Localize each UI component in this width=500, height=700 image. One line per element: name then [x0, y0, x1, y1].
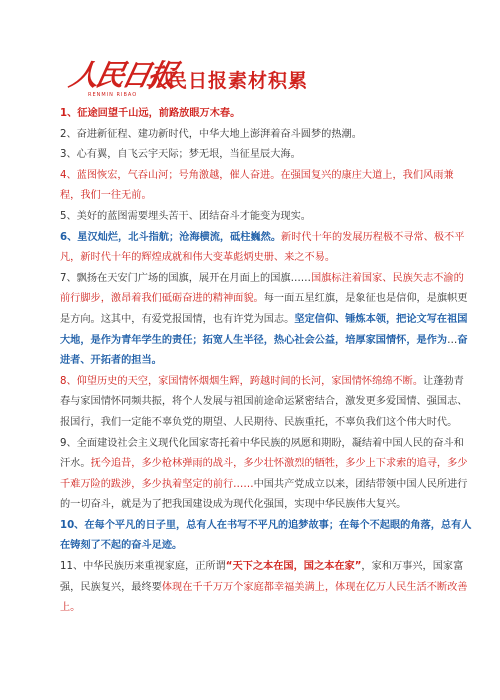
header — [66, 58, 430, 102]
item-7-blue-2: 奋进者、开拓者的担当。 — [60, 334, 468, 367]
item-7-lead: 7、飘扬在天安门广场的国旗，展开在月面上的国旗…… — [60, 272, 311, 284]
list-item-7 — [60, 269, 472, 372]
item-7-ellipsis: … — [447, 334, 458, 346]
item-7-blue-1: 坚定信仰、锤炼本领，把论文写在祖国大地，是作为青年学生的责任；拓宽人生半径，热心社会公益，培厚家国情怀，是作为 — [60, 313, 468, 346]
item-6-text: 新时代十年的发展历程极不寻常、极不平凡，新时代十年的辉煌成就和伟大变革彪炳史册、来之不易。 — [60, 231, 465, 264]
item-11-quote: “天下之本在国，国之本在家” — [225, 561, 362, 573]
item-9-text: 中国共产党成立以来，团结带领中国人民所进行的一切奋斗，就是为了把我国建设成为现代化强国，实现中华民族伟大复兴。 — [60, 478, 468, 511]
item-7-red: 国旗标注着国家、民族矢志不渝的前行脚步，激昂着我们砥砺奋进的精神面貌。 — [60, 272, 464, 305]
item-8-red: 8、仰望历史的天空，家国情怀烟烟生辉，跨越时间的长河，家国情怀绵绵不断。 — [60, 375, 424, 387]
list-item-2 — [60, 125, 472, 146]
item-8-text: 让蓬勃青春与家国情怀同频共振，将个人发展与祖国前途命运紧密结合，激发更多爱国情、强国志、报国行，我们一定能不辜负党的期望、人民期待、民族重托，不辜负我们这个伟大时代。 — [60, 375, 468, 428]
item-11-red: 体现在千千万万个家庭都幸福美满上，体现在亿万人民生活不断改善上。 — [60, 581, 468, 614]
item-5-text: 5、美好的蓝图需要埋头苦干、团结奋斗才能变为现实。 — [60, 210, 311, 222]
list-item-8 — [60, 372, 472, 434]
list-item-3 — [60, 145, 472, 166]
item-3-text: 3、心有翼，自飞云宇天际；梦无垠，当征星辰大海。 — [60, 149, 301, 161]
list-item-4 — [60, 166, 472, 207]
item-6-highlight: 6、星汉灿烂，北斗指航；沧海横流，砥柱巍然。 — [60, 231, 282, 243]
list-item-1 — [60, 104, 472, 125]
peoples-daily-logo: 人民日报 — [66, 58, 178, 92]
item-7-text: 每一面五星红旗，是象征也是信仰，是旗帜更是方向。这其中，有爱党报国情，也有许党为国志。 — [60, 293, 468, 325]
material-list — [60, 104, 472, 619]
item-2-text: 2、奋进新征程、建功新时代，中华大地上澎湃着奋斗圆梦的热潮。 — [60, 128, 362, 140]
list-item-5 — [60, 207, 472, 228]
list-item-11 — [60, 557, 472, 619]
item-9-red: 抚今追昔，多少枪林弹雨的战斗，多少壮怀激烈的牺牲，多少上下求索的追寻，多少千难万险的跋涉，多少执着坚定的前行…… — [60, 458, 468, 490]
item-11-text: ，家和万事兴，国家富强，民族复兴，最终要 — [60, 561, 464, 593]
item-10-text: 10、在每个平凡的日子里，总有人在书写不平凡的追梦故事；在每个不起眼的角落，总有人在铸刻了不起的奋斗足迹。 — [60, 519, 472, 552]
item-9-lead: 9、全面建设社会主义现代化国家寄托着中华民族的夙愿和期盼，凝结着中国人民的奋斗和汗水。 — [60, 437, 464, 470]
item-1-text: 1、征途回望千山远，前路放眼万木春。 — [60, 108, 241, 119]
logo-subtitle: RENMIN RIBAO — [88, 92, 138, 98]
item-4-text: 4、蓝图恢宏，气吞山河；号角激越，催人奋进。在强国复兴的康庄大道上，我们风雨兼程，我们一往无前。 — [60, 169, 454, 202]
list-item-6 — [60, 228, 472, 269]
page-title: 人民日报素材积累 — [148, 70, 309, 92]
list-item-9 — [60, 434, 472, 516]
list-item-10 — [60, 516, 472, 557]
item-11-lead: 11、中华民族历来重视家庭，正所谓 — [60, 561, 226, 573]
